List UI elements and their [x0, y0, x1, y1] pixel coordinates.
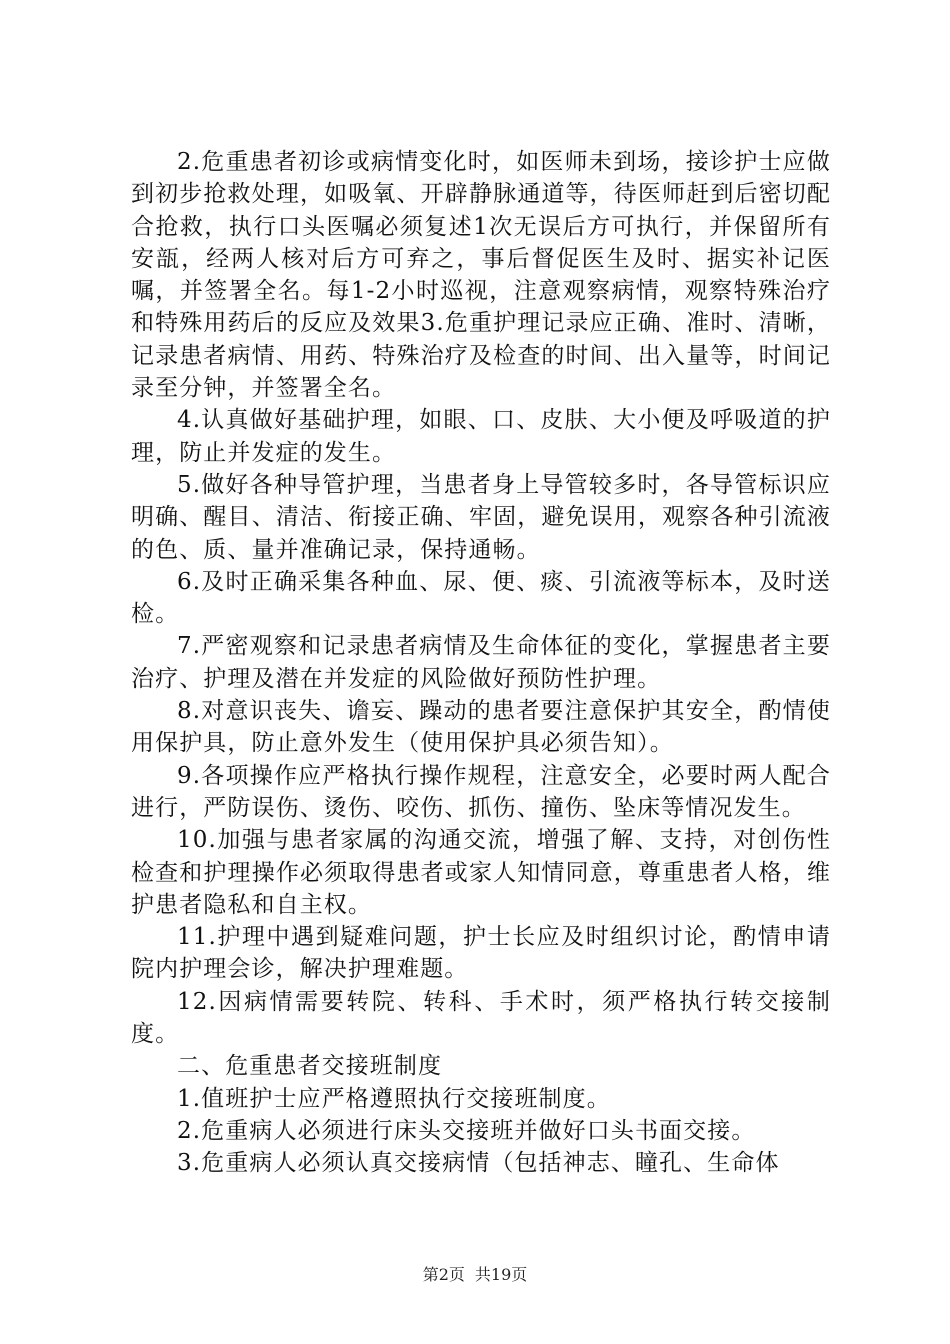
- paragraph: 11.护理中遇到疑难问题，护士长应及时组织讨论，酌情申请院内护理会诊，解决护理难题。: [131, 924, 831, 983]
- section-heading: 二、危重患者交接班制度: [177, 1053, 443, 1080]
- paragraph: 8.对意识丧失、谵妄、躁动的患者要注意保护其安全，酌情使用保护具，防止意外发生（使用保护具必须告知）。: [131, 698, 831, 757]
- page-footer: [0, 1262, 950, 1285]
- paragraph: 6.及时正确采集各种血、尿、便、痰、引流液等标本，及时送检。: [131, 568, 831, 628]
- paragraph: 7.严密观察和记录患者病情及生命体征的变化，掌握患者主要治疗、护理及潜在并发症的风险做好预防性护理。: [131, 633, 831, 692]
- document-body: [131, 146, 831, 1180]
- paragraph: 9.各项操作应严格执行操作规程，注意安全，必要时两人配合进行，严防误伤、烫伤、咬伤、抓伤、撞伤、坠床等情况发生。: [131, 762, 831, 821]
- paragraph: 5.做好各种导管护理，当患者身上导管较多时，各导管标识应明确、醒目、清洁、衔接正确、牢固，避免误用，观察各种引流液的色、质、量并准确记录，保持通畅。: [131, 471, 831, 563]
- paragraph: 12.因病情需要转院、转科、手术时，须严格执行转交接制度。: [131, 988, 831, 1048]
- paragraph: 10.加强与患者家属的沟通交流，增强了解、支持，对创伤性检查和护理操作必须取得患者或家人知情同意，尊重患者人格，维护患者隐私和自主权。: [131, 827, 831, 918]
- paragraph: 4.认真做好基础护理，如眼、口、皮肤、大小便及呼吸道的护理，防止并发症的发生。: [131, 407, 831, 466]
- paragraph: 2.危重患者初诊或病情变化时，如医师未到场，接诊护士应做到初步抢救处理，如吸氧、开辟静脉通道等，待医师赶到后密切配合抢救，执行口头医嘱必须复述1次无误后方可执行，并保留所有安瓿，经两人核对后方可弃之，事后督促医生及时、据实补记医嘱，并签署全名。每1-2小时巡视，注意观察病情，观察特殊治疗和特殊用药后的反应及效果3.危重护理记录应正确、准时、清晰，记录患者病情、用药、特殊治疗及检查的时间、出入量等，时间记录至分钟，并签署全名。: [131, 149, 831, 402]
- page-number: 第2页: [422, 1265, 465, 1284]
- total-pages: 共19页: [474, 1265, 528, 1284]
- paragraph: 3.危重病人必须认真交接病情（包括神志、瞳孔、生命体: [177, 1150, 780, 1177]
- paragraph: 2.危重病人必须进行床头交接班并做好口头书面交接。: [177, 1117, 756, 1144]
- paragraph: 1.值班护士应严格遵照执行交接班制度。: [177, 1085, 611, 1112]
